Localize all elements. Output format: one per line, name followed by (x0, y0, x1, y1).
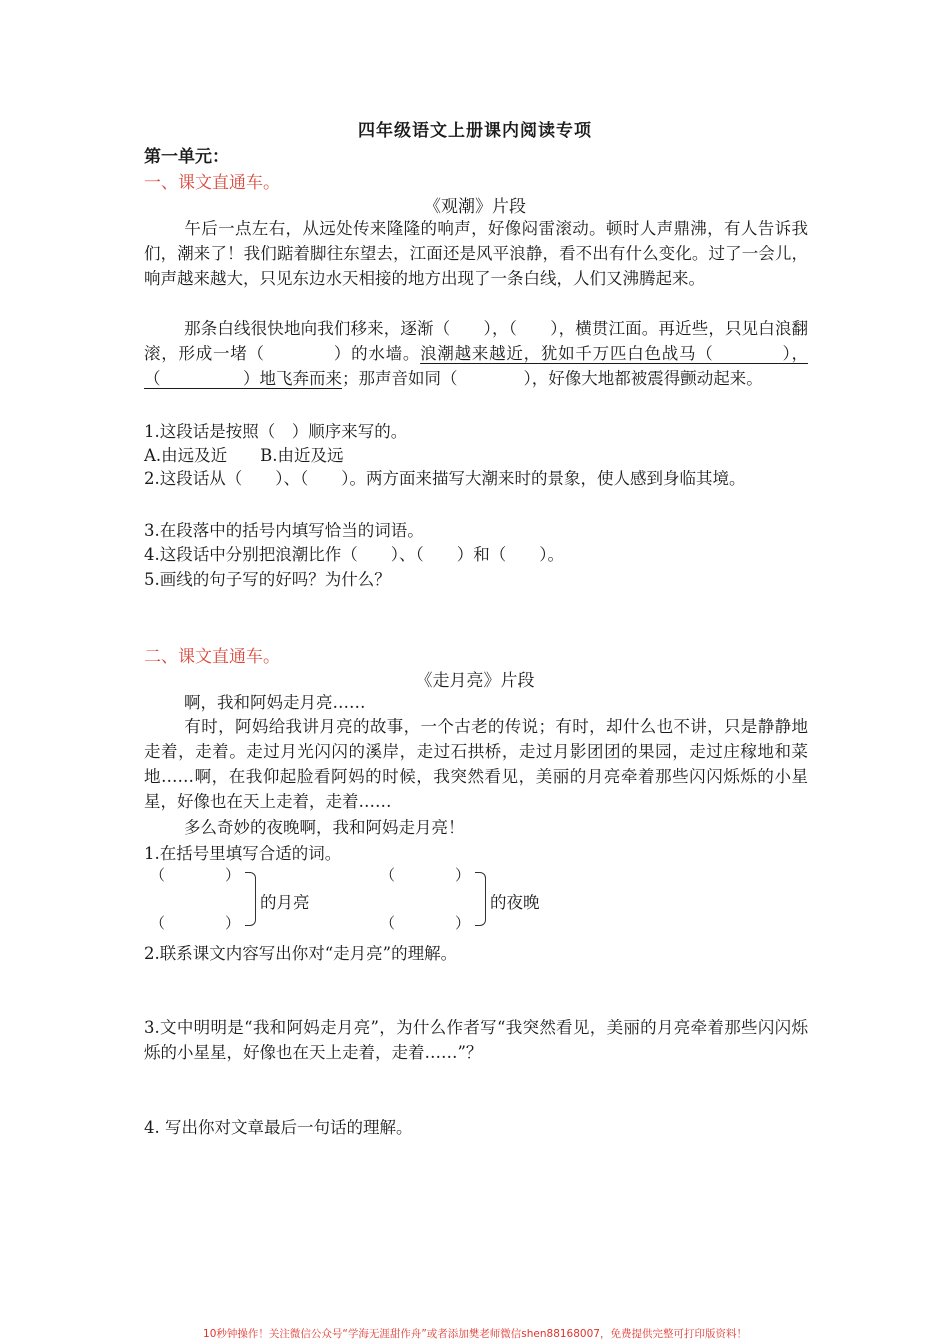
answer-blank: （ ） (380, 866, 471, 884)
section1-heading: 一、课文直通车。 (144, 173, 280, 193)
section2-question-1: 1.在括号里填写合适的词。 (144, 844, 342, 863)
unit-heading: 第一单元： (144, 147, 229, 167)
section2-question-3: 3.文中明明是“我和阿妈走月亮”，为什么作者写“我突然看见，美丽的月亮牵着那些闪闪烁烁的小星星，好像也在天上走着，走着……”？ (144, 1018, 808, 1062)
section2-heading: 二、课文直通车。 (144, 647, 280, 667)
section1-question-3: 3.在段落中的括号内填写恰当的词语。 (144, 521, 424, 540)
section1-question-5: 5.画线的句子写的好吗？为什么？ (144, 570, 391, 589)
section1-paragraph-2-text-b: ；那声音如同（ ），好像大地都被震得颤动起来。 (342, 369, 763, 388)
moon-label: 的月亮 (260, 893, 310, 912)
section1-paragraph-2-text-a: 那条白线很快地向我们移来，逐渐（ ），（ ），横贯江面。再近些，只见白浪翻滚，形成一堵（ ）的水墙。 (144, 319, 808, 363)
section1-subtitle: 《观潮》片段 (424, 197, 526, 217)
answer-blank: （ ） (150, 866, 241, 884)
section2-question-4: 4. 写出你对文章最后一句话的理解。 (144, 1118, 413, 1137)
section2-paragraph-2 (144, 714, 808, 814)
night-label: 的夜晚 (490, 893, 540, 912)
section2-paragraph-2-text: 有时，阿妈给我讲月亮的故事，一个古老的传说；有时，却什么也不讲，只是静静地走着，走着。走过月光闪闪的溪岸，走过石拱桥，走过月影团团的果园，走过庄稼地和菜地……啊，在我仰起脸看阿妈的时候，我突然看见，美丽的月亮牵着那些闪闪烁烁的小星星，好像也在天上走着，走着…… (144, 717, 808, 811)
brace-symbol (245, 872, 256, 926)
section1-paragraph-1 (144, 216, 808, 291)
section2-subtitle: 《走月亮》片段 (415, 671, 535, 691)
brace-symbol (475, 872, 486, 926)
section2-paragraph-1 (144, 690, 808, 715)
answer-blank: （ ） (380, 914, 471, 932)
answer-blank: （ ） (150, 914, 241, 932)
section1-question-4: 4.这段话中分别把浪潮比作（ ）、（ ）和（ ）。 (144, 545, 564, 564)
section2-paragraph-3 (144, 815, 808, 840)
page-title: 四年级语文上册课内阅读专项 (358, 121, 592, 141)
section1-paragraph-1-text: 午后一点左右，从远处传来隆隆的响声，好像闷雷滚动。顿时人声鼎沸，有人告诉我们，潮来了！我们踮着脚往东望去，江面还是风平浪静，看不出有什么变化。过了一会儿，响声越来越大，只见东边水天相接的地方出现了一条白线，人们又沸腾起来。 (144, 219, 808, 288)
promo-footer: 10秒钟操作！关注微信公众号“学海无涯甜作舟”或者添加樊老师微信shen88168007，免费提供完整可打印版资料！ (203, 1328, 747, 1340)
section1-question-2: 2.这段话从（ ）、（ ）。两方面来描写大潮来时的景象，使人感到身临其境。 (144, 469, 746, 488)
section1-question-1-options: A.由远及近 B.由近及远 (144, 446, 344, 465)
section2-paragraph-1-text: 啊，我和阿妈走月亮…… (184, 693, 366, 712)
section2-question-2: 2.联系课文内容写出你对“走月亮”的理解。 (144, 944, 458, 963)
section1-question-1: 1.这段话是按照（ ）顺序来写的。 (144, 422, 408, 441)
underlined-sentence: 浪潮越来越近，犹如千万匹白色战马（ ），（ ）地飞奔而来 (144, 344, 809, 388)
section2-paragraph-3-text: 多么奇妙的夜晚啊，我和阿妈走月亮！ (184, 818, 465, 837)
section1-paragraph-2 (144, 316, 808, 391)
